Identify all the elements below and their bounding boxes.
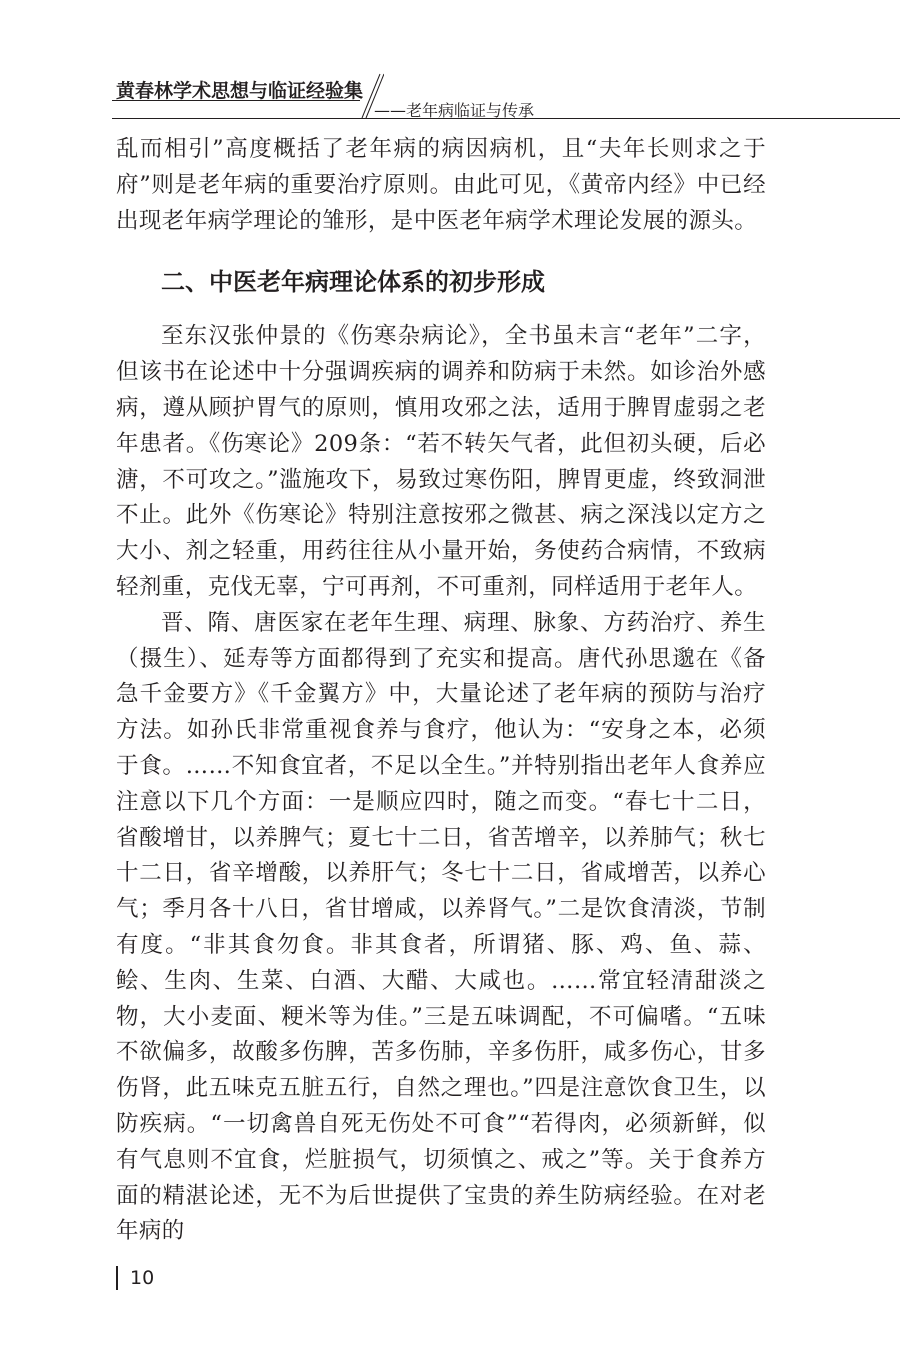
page-body [116, 132, 766, 1250]
running-header [112, 72, 900, 122]
paragraph-zhang-zhongjing: 至东汉张仲景的《伤寒杂病论》，全书虽未言“老年”二字，但该书在论述中十分强调疾病的调养和防病于未然。如诊治外感病，遵从顾护胃气的原则，慎用攻邪之法，适用于脾胃虚弱之老年患者。《伤寒论》209条：“若不转矢气者，此但初头硬，后必溏，不可攻之。”滥施攻下，易致过寒伤阳，脾胃更虚，终致洞泄不止。此外《伤寒论》特别注意按邪之微甚、病之深浅以定方之大小、剂之轻重，用药往往从小量开始，务使药合病情，不致病轻剂重，克伐无辜，宁可再剂，不可重剂，同样适用于老年人。 [116, 323, 766, 600]
header-rule-bottom [112, 118, 900, 119]
section-heading: 二、中医老年病理论体系的初步形成 [161, 268, 545, 297]
paragraph-sun-simiao: 晋、隋、唐医家在老年生理、病理、脉象、方药治疗、养生（摄生）、延寿等方面都得到了充实和提高。唐代孙思邈在《备急千金要方》《千金翼方》中，大量论述了老年病的预防与治疗方法。如孙氏非常重视食养与食疗，他认为：“安身之本，必须于食。……不知食宜者，不足以全生。”并特别指出老年人食养应注意以下几个方面：一是顺应四时，随之而变。“春七十二日，省酸增甘，以养脾气；夏七十二日，省苦增辛，以养肺气；秋七十二日，省辛增酸，以养肝气；冬七十二日，省咸增苦，以养心气；季月各十八日，省甘增咸，以养肾气。”二是饮食清淡，节制有度。“非其食勿食。非其食者，所谓猪、豚、鸡、鱼、蒜、鲙、生肉、生菜、白酒、大醋、大咸也。……常宜轻清甜淡之物，大小麦面、粳米等为佳。”三是五味调配，不可偏嗜。“五味不欲偏多，故酸多伤脾，苦多伤肺，辛多伤肝，咸多伤心，甘多伤肾，此五味克五脏五行，自然之理也。”四是注意饮食卫生，以防疾病。“一切禽兽自死无伤处不可食”“若得肉，必须新鲜，似有气息则不宜食，烂脏损气，切须慎之、戒之”等。关于食养方面的精湛论述，无不为后世提供了宝贵的养生防病经验。在对老年病的 [116, 609, 766, 1245]
book-title: 黄春林学术思想与临证经验集 [116, 80, 364, 102]
paragraph-continued: 乱而相引”高度概括了老年病的病因病机，且“夫年长则求之于府”则是老年病的重要治疗原则。由此可见，《黄帝内经》中已经出现老年病学理论的雏形，是中医老年病学术理论发展的源头。 [116, 136, 766, 234]
book-subtitle: ——老年病临证与传承 [374, 101, 535, 120]
footer-bar [116, 1266, 118, 1290]
page-number: 10 [130, 1267, 155, 1289]
header-rule-top [112, 100, 360, 101]
